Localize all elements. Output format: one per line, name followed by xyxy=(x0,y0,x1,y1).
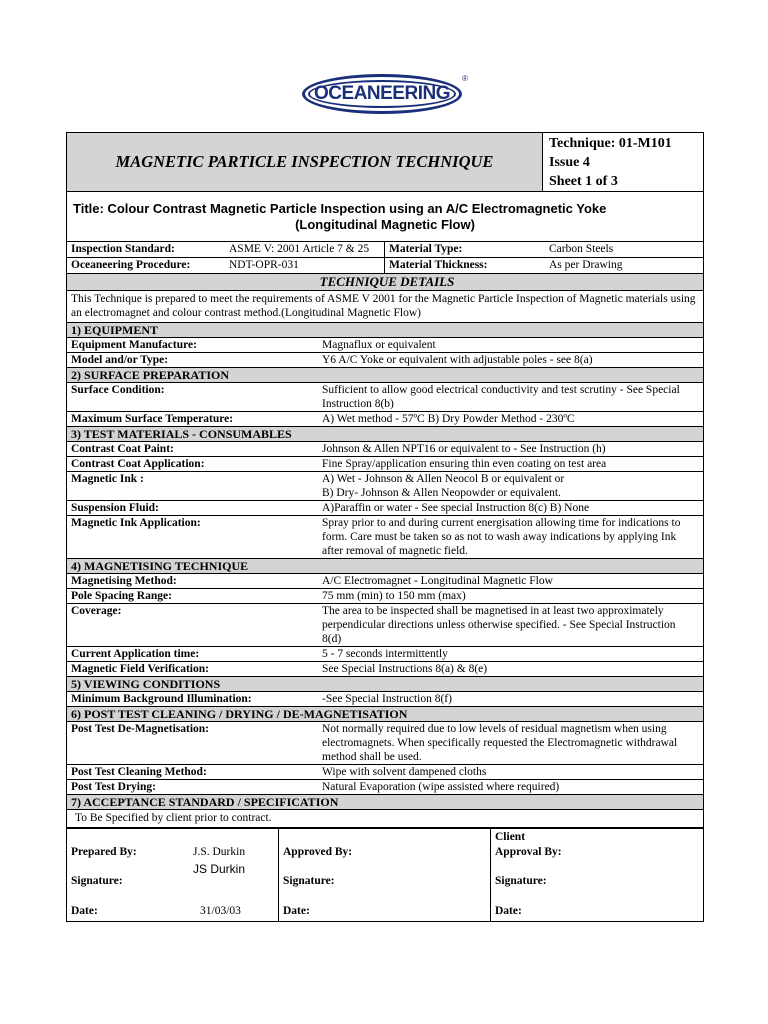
technique-row xyxy=(67,780,703,795)
technique-row xyxy=(67,516,703,559)
standards-row xyxy=(67,242,703,258)
oceaneering-logo xyxy=(302,74,468,118)
technique-row-value: A/C Electromagnet - Longitudinal Magnetic Flow xyxy=(322,575,553,587)
prepared-signature: JS Durkin xyxy=(193,862,246,876)
section-heading: 6) POST TEST CLEANING / DRYING / DE-MAGNETISATION xyxy=(67,707,703,722)
technique-row xyxy=(67,383,703,412)
acceptance-text: To Be Specified by client prior to contract. xyxy=(67,810,703,828)
technique-row xyxy=(67,662,703,677)
standards-label: Inspection Standard: xyxy=(71,243,175,255)
sheet-header xyxy=(67,133,703,192)
technique-row xyxy=(67,353,703,368)
technique-row-label: Suspension Fluid: xyxy=(71,502,159,514)
section-heading: 5) VIEWING CONDITIONS xyxy=(67,677,703,692)
standards-value: Carbon Steels xyxy=(549,243,614,255)
technique-row-label: Equipment Manufacture: xyxy=(71,339,197,351)
client-signature-label: Signature: xyxy=(495,875,547,887)
technique-row-value: Fine Spray/application ensuring thin even coating on test area xyxy=(322,458,607,470)
section-heading: 7) ACCEPTANCE STANDARD / SPECIFICATION xyxy=(67,795,703,810)
standards-label: Material Thickness: xyxy=(389,259,488,271)
technique-row-label: Contrast Coat Paint: xyxy=(71,443,174,455)
technique-row-label: Magnetic Ink : xyxy=(71,473,144,485)
client-label: Client xyxy=(495,831,526,843)
technique-row-label: Post Test Cleaning Method: xyxy=(71,766,207,778)
technique-row xyxy=(67,442,703,457)
issue-number: Issue 4 xyxy=(549,155,590,170)
approved-by-label: Approved By: xyxy=(283,846,353,858)
signoff-row xyxy=(67,829,703,921)
technique-row-value: Magnaflux or equivalent xyxy=(322,339,436,351)
technique-row-label: Post Test De-Magnetisation: xyxy=(71,723,209,735)
technique-row xyxy=(67,647,703,662)
technique-row-label: Surface Condition: xyxy=(71,384,165,396)
technique-row-label: Current Application time: xyxy=(71,648,200,660)
prepared-date-label: Date: xyxy=(71,905,98,917)
technique-row-value: A) Wet method - 57ºC B) Dry Powder Method - 230ºC xyxy=(322,413,575,425)
section-heading: 3) TEST MATERIALS - CONSUMABLES xyxy=(67,427,703,442)
standards-row xyxy=(67,258,703,274)
approved-date-label: Date: xyxy=(283,905,310,917)
document-title-line-1: Title: Colour Contrast Magnetic Particle Inspection using an A/C Electromagnetic Yoke xyxy=(73,201,607,216)
technique-row-label: Magnetic Ink Application: xyxy=(71,517,201,529)
logo-registered-mark: ® xyxy=(462,74,468,83)
sheet-number: Sheet 1 of 3 xyxy=(549,174,618,189)
document-title xyxy=(67,192,703,242)
technique-row xyxy=(67,574,703,589)
approved-column xyxy=(279,829,491,921)
technique-sections xyxy=(67,323,703,828)
technique-row-label: Minimum Background Illumination: xyxy=(71,693,252,705)
technique-row xyxy=(67,457,703,472)
prepared-column xyxy=(67,829,279,921)
technique-row-value: Wipe with solvent dampened cloths xyxy=(322,766,487,778)
standards-value: ASME V: 2001 Article 7 & 25 xyxy=(225,242,385,257)
section-heading: 1) EQUIPMENT xyxy=(67,323,703,338)
technique-row xyxy=(67,722,703,765)
standards-label: Oceaneering Procedure: xyxy=(71,259,191,271)
technique-sheet xyxy=(66,132,704,922)
technique-row-value: Sufficient to allow good electrical conductivity and test scrutiny - See Special Instruction 8(b) xyxy=(322,384,680,410)
technique-row xyxy=(67,604,703,647)
logo-oval xyxy=(302,74,462,114)
signoff-block xyxy=(67,828,703,921)
technique-row-value: Not normally required due to low levels of residual magnetism when using electromagnets. When specifically requested the Electromagnetic withdrawal method shall be used. xyxy=(322,723,678,763)
section-heading: 2) SURFACE PREPARATION xyxy=(67,368,703,383)
technique-row-value: 5 - 7 seconds intermittently xyxy=(322,648,448,660)
technique-row-value: -See Special Instruction 8(f) xyxy=(322,693,452,705)
technique-row xyxy=(67,472,703,501)
page-title: MAGNETIC PARTICLE INSPECTION TECHNIQUE xyxy=(67,133,543,191)
technique-number: Technique: 01-M101 xyxy=(549,136,672,151)
technique-row-value: Natural Evaporation (wipe assisted where required) xyxy=(322,781,560,793)
document-title-line-2: (Longitudinal Magnetic Flow) xyxy=(295,217,475,232)
client-column xyxy=(491,829,703,921)
standards-value: NDT-OPR-031 xyxy=(225,258,385,273)
technique-row xyxy=(67,765,703,780)
prepared-signature-label: Signature: xyxy=(71,875,123,887)
technique-row-label: Maximum Surface Temperature: xyxy=(71,413,234,425)
client-date-label: Date: xyxy=(495,905,522,917)
section-heading: 4) MAGNETISING TECHNIQUE xyxy=(67,559,703,574)
technique-row-label: Post Test Drying: xyxy=(71,781,156,793)
standards-value: As per Drawing xyxy=(549,259,623,271)
prepared-by-name: J.S. Durkin xyxy=(193,846,246,858)
technique-row-value: 75 mm (min) to 150 mm (max) xyxy=(322,590,466,602)
technique-row-value: Y6 A/C Yoke or equivalent with adjustable poles - see 8(a) xyxy=(322,354,593,366)
technique-row-label: Pole Spacing Range: xyxy=(71,590,172,602)
technique-row-value: A) Wet - Johnson & Allen Neocol B or equivalent or B) Dry- Johnson & Allen Neopowder or equivalent. xyxy=(322,473,565,499)
approved-signature-label: Signature: xyxy=(283,875,335,887)
prepared-by-label: Prepared By: xyxy=(71,846,137,858)
technique-intro: This Technique is prepared to meet the requirements of ASME V 2001 for the Magnetic Particle Inspection of Magnetic materials using an electromagnet and colour contrast method.(Longitudinal Magnetic Flow) xyxy=(67,291,703,323)
technique-row xyxy=(67,589,703,604)
technique-row-label: Contrast Coat Application: xyxy=(71,458,205,470)
technique-row-value: See Special Instructions 8(a) & 8(e) xyxy=(322,663,488,675)
technique-row xyxy=(67,338,703,353)
standards-label: Material Type: xyxy=(389,243,463,255)
technique-row-label: Model and/or Type: xyxy=(71,354,169,366)
technique-row xyxy=(67,412,703,427)
technique-row-value: Johnson & Allen NPT16 or equivalent to - See Instruction (h) xyxy=(322,443,606,455)
technique-row-value: A)Paraffin or water - See special Instruction 8(c) B) None xyxy=(322,502,590,514)
standards-table xyxy=(67,242,703,274)
technique-row-value: The area to be inspected shall be magnetised in at least two approximately perpendicular directions unless otherwise specified. - See Special Instruction 8(d) xyxy=(322,605,676,645)
technique-row-label: Coverage: xyxy=(71,605,122,617)
sheet-meta xyxy=(543,133,703,191)
technique-row-value: Spray prior to and during current energisation allowing time for indications to form. Care must be taken so as not to wash away indications by applying Ink after removal of magnetic field. xyxy=(322,517,681,557)
technique-details-heading: TECHNIQUE DETAILS xyxy=(67,274,703,291)
client-approval-label: Approval By: xyxy=(495,846,562,858)
technique-row-label: Magnetic Field Verification: xyxy=(71,663,209,675)
technique-row xyxy=(67,692,703,707)
logo-text: OCEANEERING xyxy=(314,83,450,104)
technique-row xyxy=(67,501,703,516)
technique-row-label: Magnetising Method: xyxy=(71,575,177,587)
prepared-date: 31/03/03 xyxy=(200,905,241,917)
